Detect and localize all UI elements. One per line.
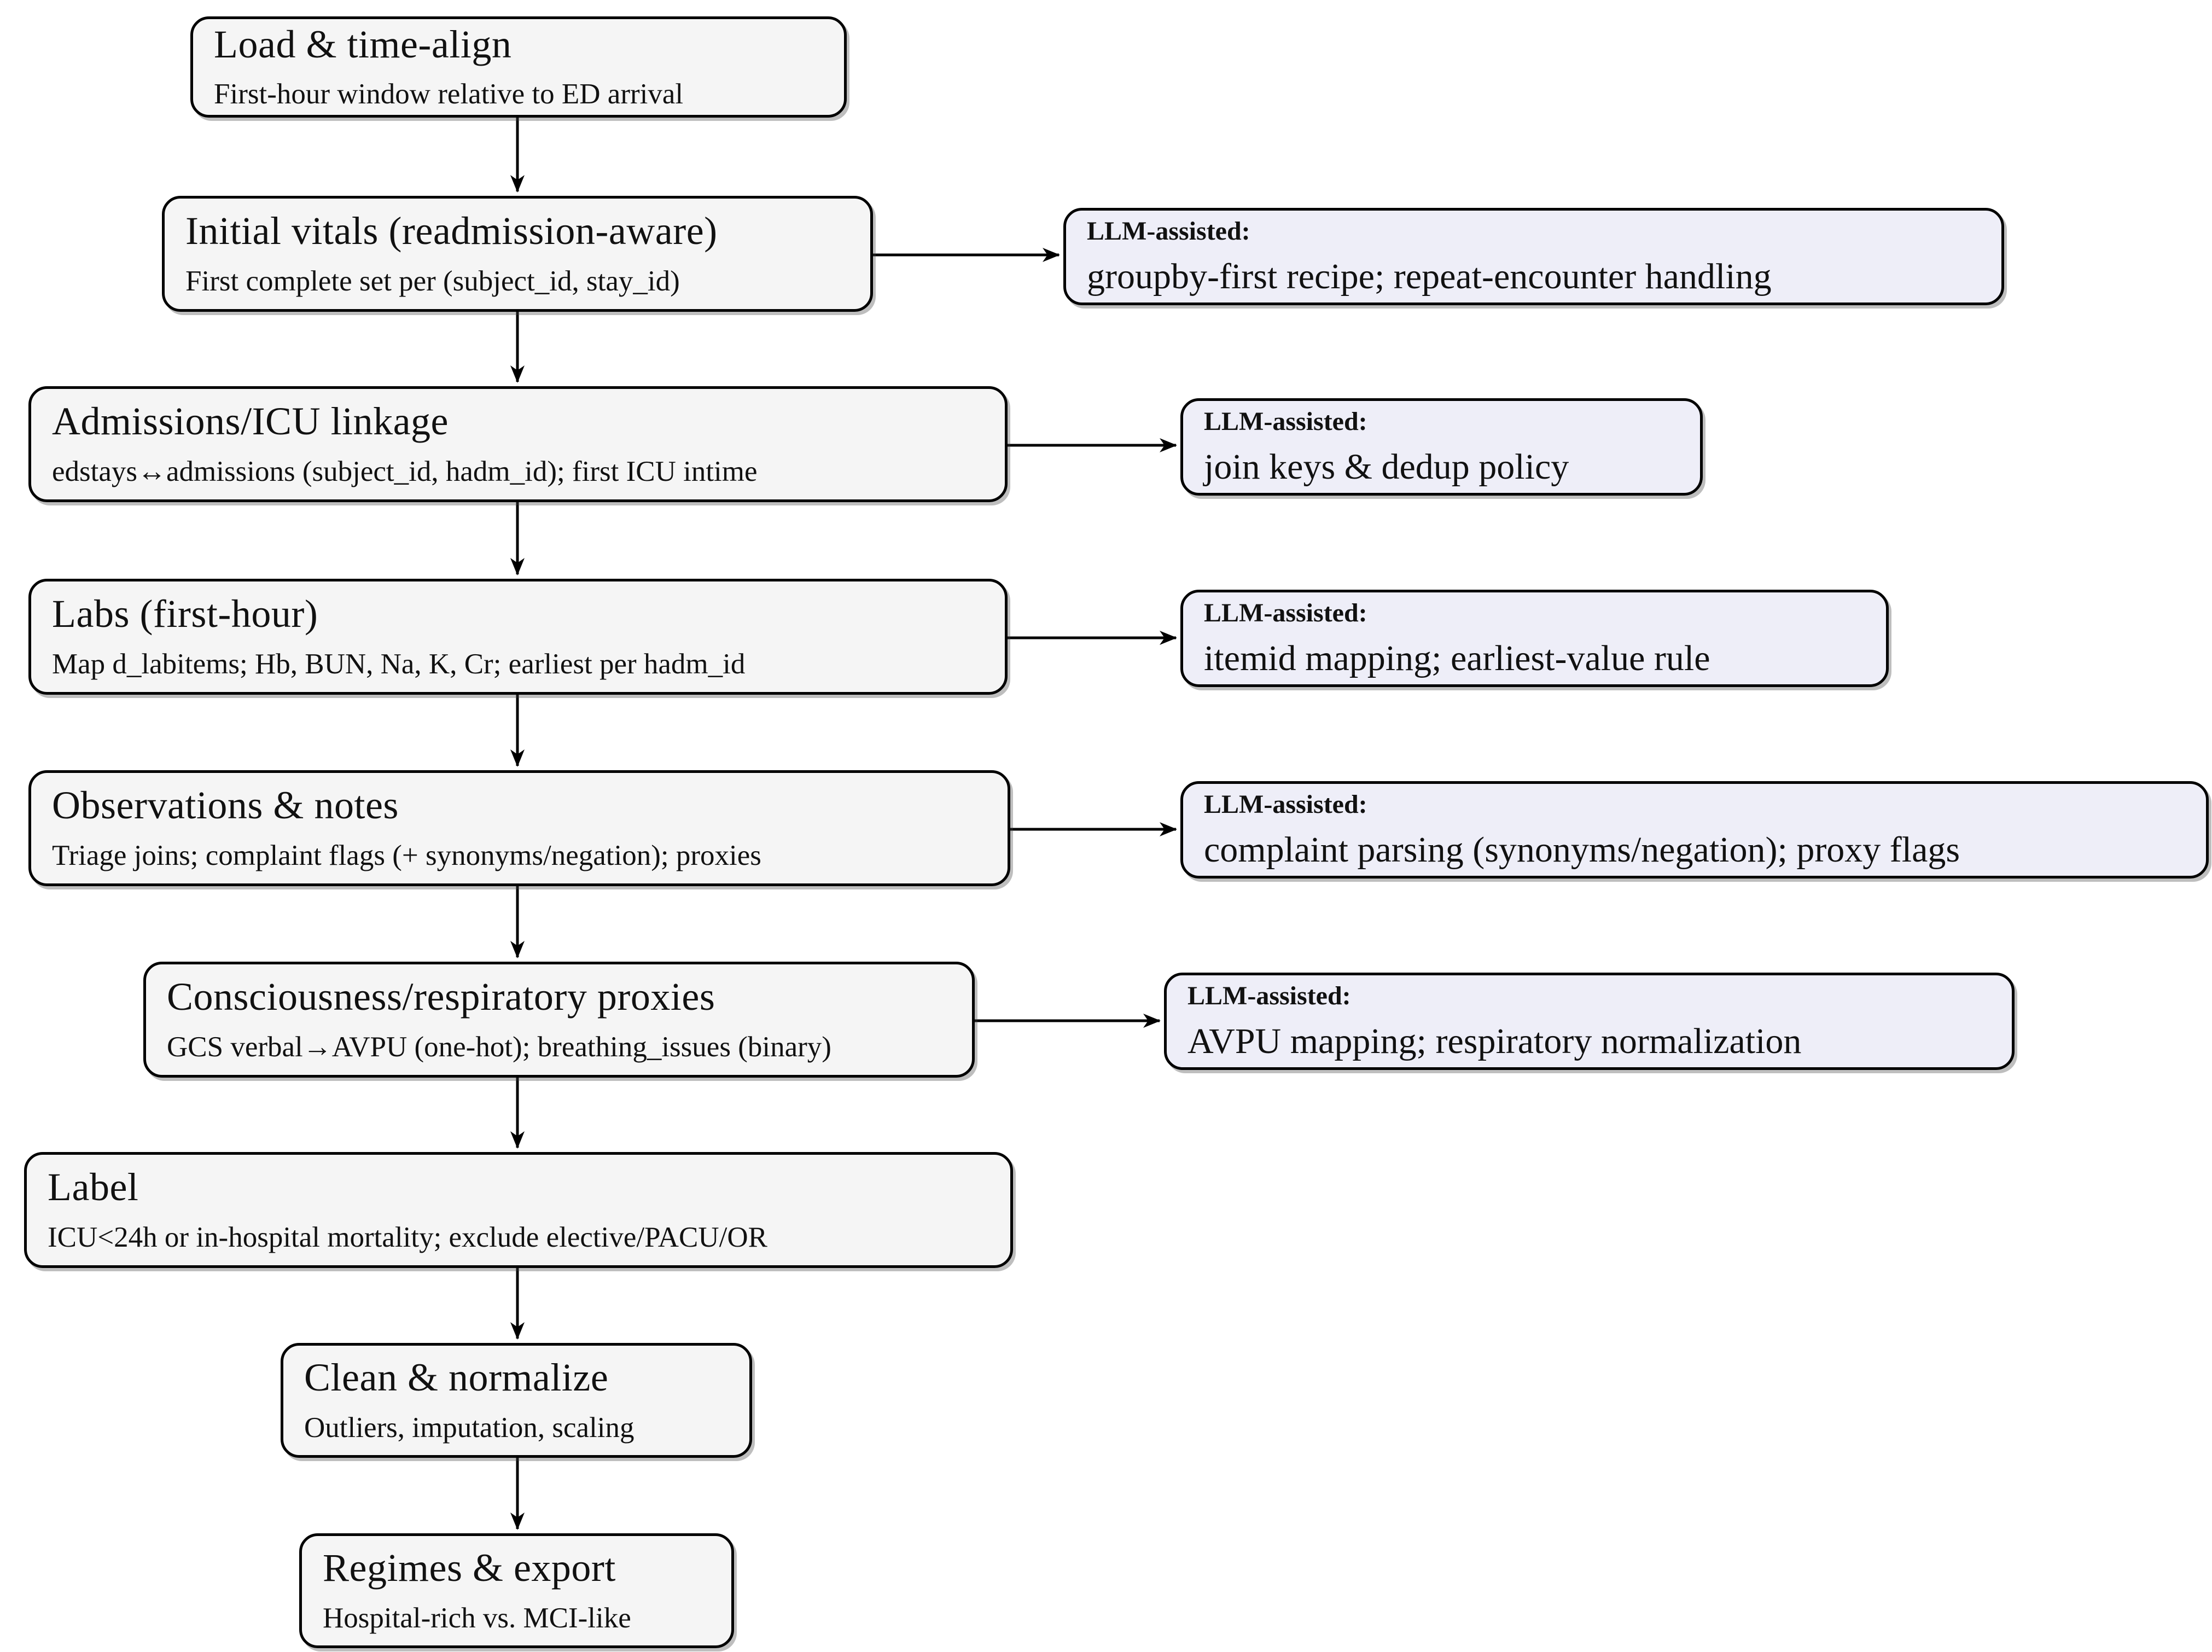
flow-node-labs-first-hour <box>28 579 1008 695</box>
flow-node-observations-notes <box>28 770 1010 886</box>
node-subtitle: Outliers, imputation, scaling <box>304 1411 635 1444</box>
node-title: Initial vitals (readmission-aware) <box>185 209 718 253</box>
node-subtitle: Map d_labitems; Hb, BUN, Na, K, Cr; earliest per hadm_id <box>52 648 746 680</box>
llm-node-groupby-first-recipe <box>1063 208 2004 305</box>
node-title: Label <box>48 1165 139 1209</box>
flow-node-label <box>24 1152 1013 1268</box>
flow-node-regimes-export <box>299 1533 734 1648</box>
node-title: Observations & notes <box>52 783 399 828</box>
flow-node-consciousness-respiratory-proxies <box>143 962 975 1078</box>
flow-node-admissions-icu-linkage <box>28 386 1008 502</box>
llm-assisted-text: itemid mapping; earliest-value rule <box>1204 638 1710 678</box>
node-subtitle: Hospital-rich vs. MCI-like <box>323 1602 631 1634</box>
node-subtitle: First complete set per (subject_id, stay_id) <box>185 265 680 297</box>
node-subtitle: ICU<24h or in-hospital mortality; exclude elective/PACU/OR <box>48 1221 767 1253</box>
llm-assisted-label: LLM-assisted: <box>1204 598 1367 628</box>
node-subtitle: First-hour window relative to ED arrival <box>214 78 684 110</box>
flow-node-load-time-align <box>190 16 847 118</box>
node-title: Labs (first-hour) <box>52 592 318 636</box>
llm-node-avpu-mapping <box>1164 973 2015 1070</box>
llm-node-itemid-mapping <box>1180 590 1889 687</box>
node-title: Load & time-align <box>214 22 512 66</box>
node-title: Admissions/ICU linkage <box>52 399 449 444</box>
node-subtitle: edstays↔admissions (subject_id, hadm_id); first ICU intime <box>52 455 758 487</box>
node-title: Consciousness/respiratory proxies <box>167 975 715 1019</box>
flow-node-initial-vitals <box>162 196 873 312</box>
llm-assisted-label: LLM-assisted: <box>1087 217 1250 246</box>
node-title: Regimes & export <box>323 1546 616 1590</box>
llm-assisted-label: LLM-assisted: <box>1204 407 1367 437</box>
node-subtitle: Triage joins; complaint flags (+ synonyms/negation); proxies <box>52 839 761 871</box>
llm-assisted-text: groupby-first recipe; repeat-encounter handling <box>1087 256 1772 296</box>
llm-assisted-label: LLM-assisted: <box>1188 981 1351 1011</box>
llm-assisted-text: AVPU mapping; respiratory normalization <box>1188 1021 1802 1061</box>
llm-node-complaint-parsing <box>1180 781 2209 879</box>
flow-node-clean-normalize <box>281 1343 752 1458</box>
node-subtitle: GCS verbal→AVPU (one-hot); breathing_issues (binary) <box>167 1031 831 1063</box>
llm-assisted-text: complaint parsing (synonyms/negation); proxy flags <box>1204 829 1960 870</box>
llm-assisted-label: LLM-assisted: <box>1204 790 1367 819</box>
llm-node-join-keys-dedup <box>1180 398 1703 496</box>
llm-assisted-text: join keys & dedup policy <box>1204 446 1569 487</box>
node-title: Clean & normalize <box>304 1356 609 1400</box>
